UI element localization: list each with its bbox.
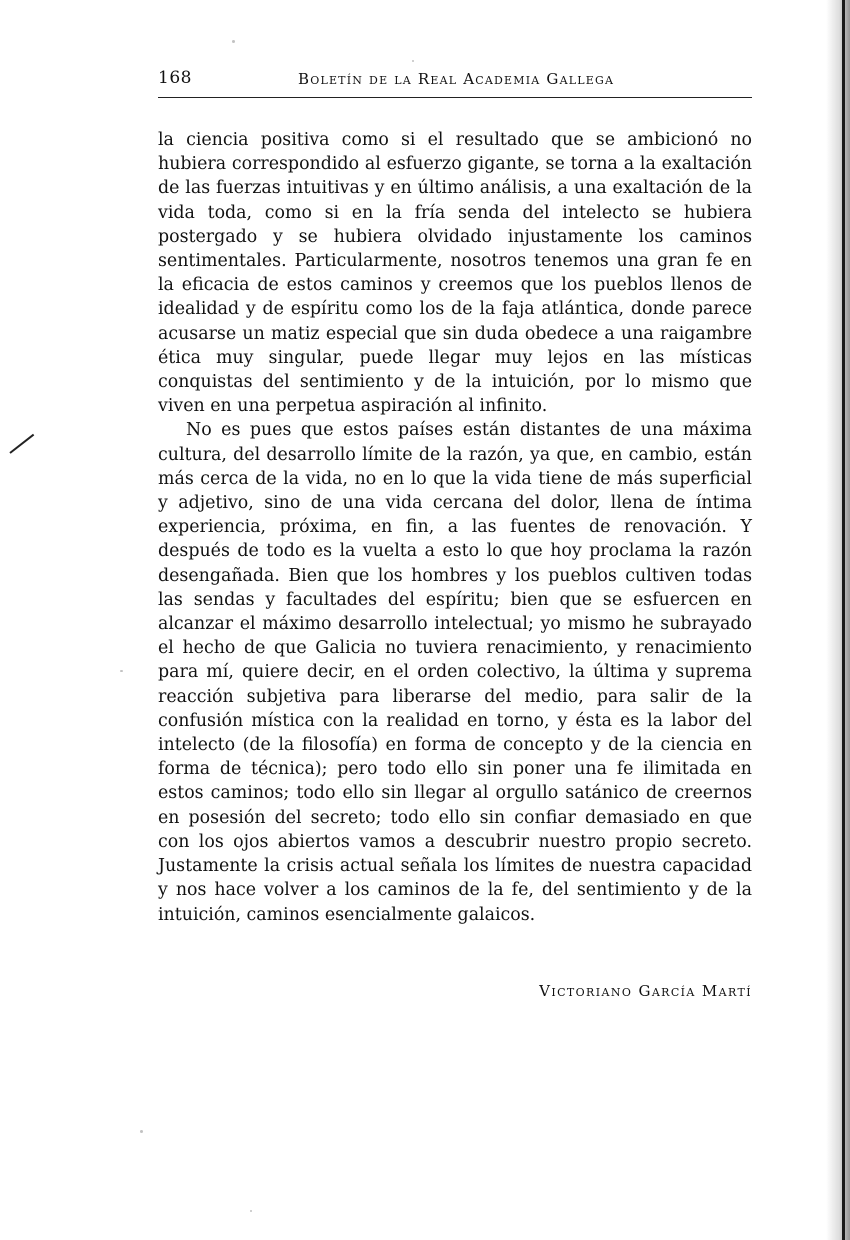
body-text [158,128,752,927]
paper-speck [120,670,123,672]
running-head: Boletín de la Real Academia Gallega [298,70,615,88]
margin-pencil-mark [9,434,34,454]
page-number: 168 [158,68,192,88]
header-rule [158,97,752,98]
author-signature: Victoriano García Martí [539,982,752,1000]
page-edge-line [842,0,845,1240]
page-header [158,68,752,94]
paragraph: la ciencia positiva como si el resultado que se ambicionó no hubiera correspondido al esfuerzo gigante, se torna a la exaltación de las fuerzas intuitivas y en último análisis, a una exaltación de la vida toda, como si en la fría senda del intelecto se hubiera postergado y se hubiera olvidado injustamente los caminos sentimentales. Particularmente, nosotros tenemos una gran fe en la eficacia de estos caminos y creemos que los pueblos llenos de idealidad y de espíritu como los de la faja atlántica, donde parece acusarse un matiz especial que sin duda obedece a una raigambre ética muy singular, puede llegar muy lejos en las místicas conquistas del sentimiento y de la intuición, por lo mismo que viven en una perpetua aspiración al infinito. [158,130,752,417]
paper-speck [250,1210,252,1212]
paper-speck [412,60,414,62]
paper-speck [140,1130,143,1133]
paragraph: No es pues que estos países están distantes de una máxima cultura, del desarrollo límite de la razón, ya que, en cambio, están más cerca de la vida, no en lo que la vida tiene de más superficial y adjetivo, sino de una vida cercana del dolor, llena de íntima experiencia, próxima, en fin, a las fuentes de renovación. Y después de todo es la vuelta a esto lo que hoy proclama la razón desengañada. Bien que los hombres y los pueblos cultiven todas las sendas y facultades del espíritu; bien que se esfuercen en alcanzar el máximo desarrollo intelectual; yo mismo he subrayado el hecho de que Galicia no tuviera renacimiento, y renacimiento para mí, quiere decir, en el orden colectivo, la última y suprema reacción subjetiva para liberarse del medio, para salir de la confusión mística con la realidad en torno, y ésta es la labor del intelecto (de la filosofía) en forma de concepto y de la ciencia en forma de técnica); pero todo ello sin poner una fe ilimitada en estos caminos; todo ello sin llegar al orgullo satánico de creernos en posesión del secreto; todo ello sin confiar demasiado en que con los ojos abiertos vamos a descubrir nuestro propio secreto. Justamente la crisis actual señala los límites de nuestra capacidad y nos hace volver a los caminos de la fe, del sentimiento y de la intuición, caminos esencialmente galaicos. [158,420,752,925]
page-edge-shadow [826,0,850,1240]
paper-speck [232,40,235,43]
